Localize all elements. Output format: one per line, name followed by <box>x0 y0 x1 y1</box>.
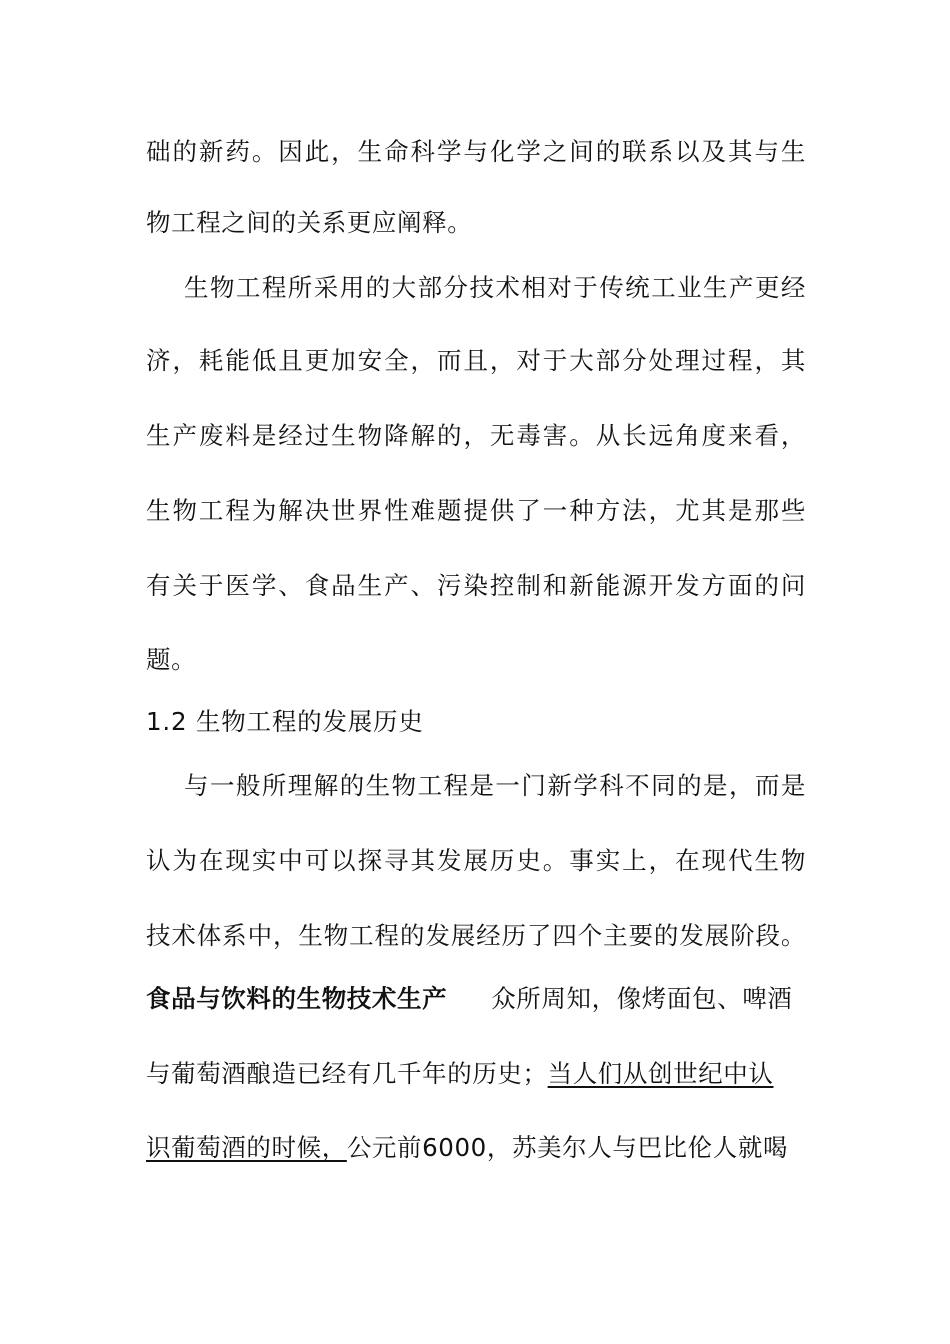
underlined-text: 当人们从创世纪中认 <box>547 1059 774 1088</box>
underlined-text: 识葡萄酒的时候， <box>146 1133 347 1162</box>
text-line: 与一般所理解的生物工程是一门新学科不同的是，而是 <box>184 771 806 800</box>
text-segment: 与葡萄酒酿造已经有几千年的历史； <box>146 1059 548 1088</box>
text-line: 物工程之间的关系更应阐释。 <box>146 208 473 237</box>
text-line: 生产废料是经过生物降解的，无毒害。从长远角度来看， <box>146 421 806 450</box>
text-line: 济，耗能低且更加安全，而且，对于大部分处理过程，其 <box>146 346 806 375</box>
text-line: 生物工程为解决世界性难题提供了一种方法，尤其是那些 <box>146 496 806 525</box>
text-line: 认为在现实中可以探寻其发展历史。事实上，在现代生物 <box>146 846 806 875</box>
text-segment: 众所周知，像烤面包、啤酒 <box>491 984 793 1013</box>
text-line: 生物工程所采用的大部分技术相对于传统工业生产更经 <box>184 273 806 302</box>
text-line <box>146 1132 806 1164</box>
section-heading: 1.2 生物工程的发展历史 <box>146 707 424 736</box>
text-line <box>146 983 806 1015</box>
bold-lead-term: 食品与饮料的生物技术生产 <box>146 984 448 1013</box>
text-line: 技术体系中，生物工程的发展经历了四个主要的发展阶段。 <box>146 921 806 950</box>
text-line: 有关于医学、食品生产、污染控制和新能源开发方面的问 <box>146 571 806 600</box>
text-line: 础的新药。因此，生命科学与化学之间的联系以及其与生 <box>146 137 806 166</box>
text-line <box>146 1058 806 1090</box>
text-segment: 公元前6000，苏美尔人与巴比伦人就喝 <box>346 1133 789 1162</box>
text-line: 题。 <box>146 645 197 674</box>
